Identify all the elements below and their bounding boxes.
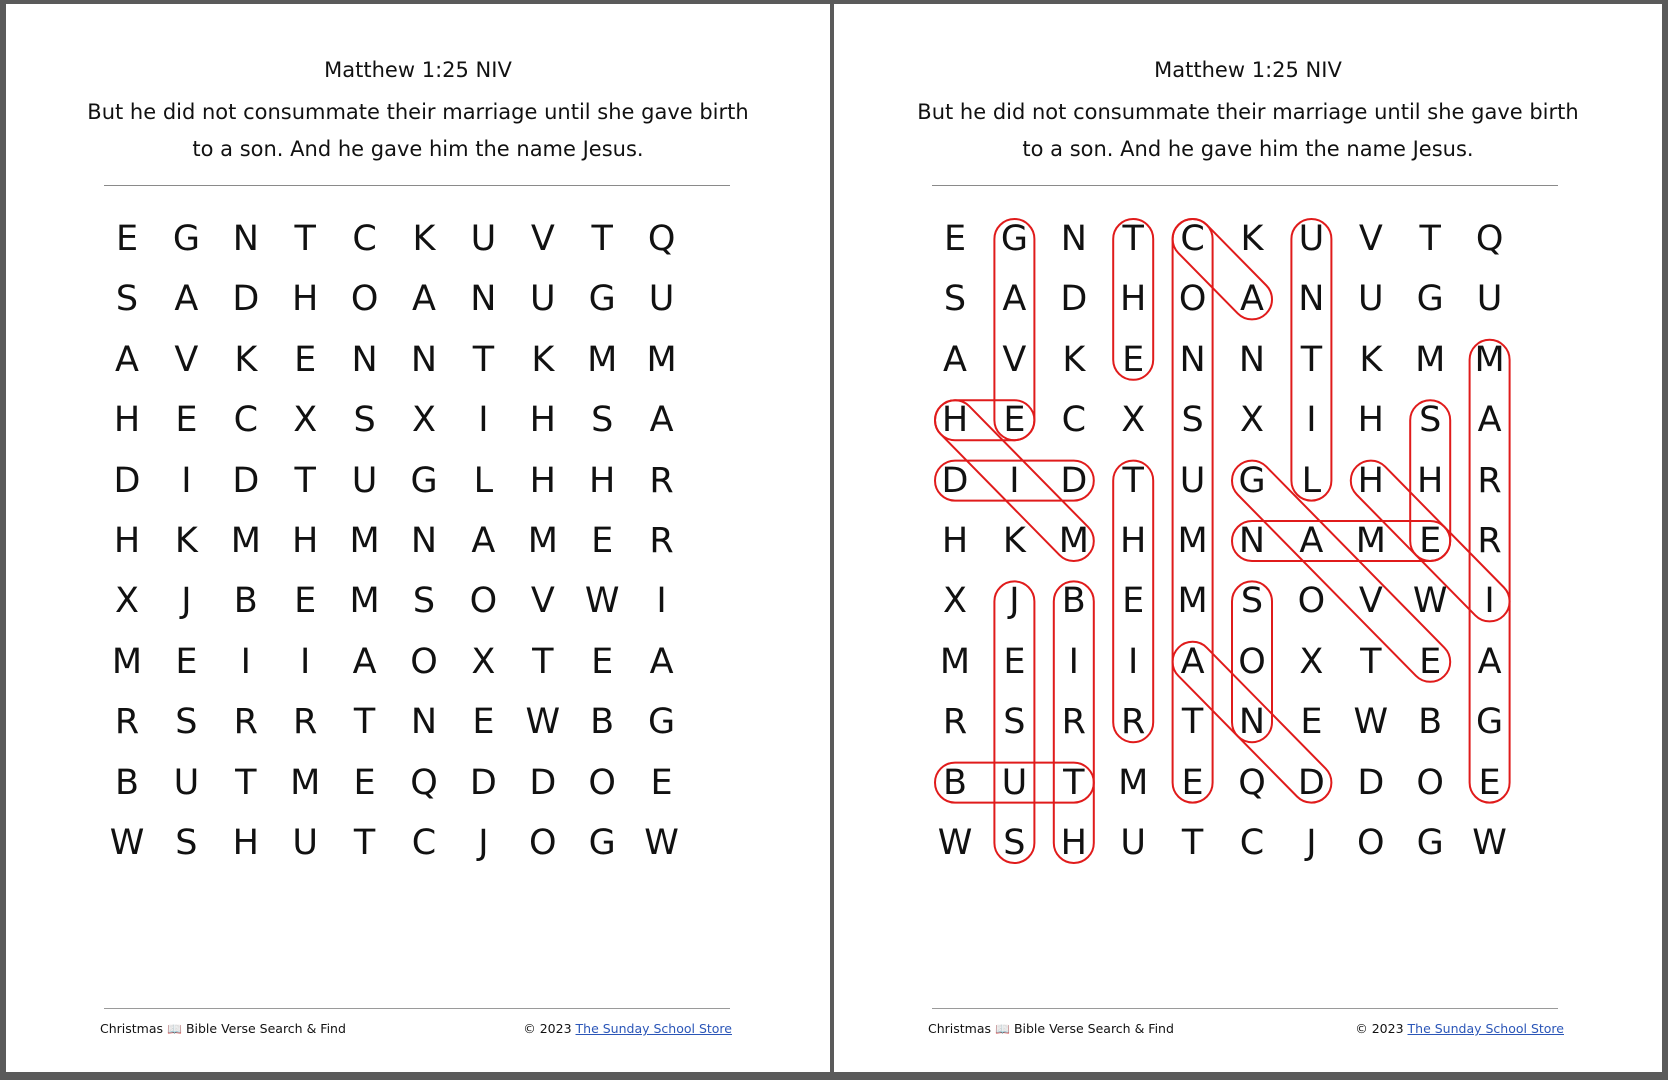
grid-letter: S	[943, 279, 967, 320]
grid-letter: T	[353, 702, 376, 743]
grid-letter: X	[1240, 400, 1264, 441]
grid-letter: E	[1003, 641, 1026, 682]
grid-letter: S	[175, 702, 198, 743]
grid-letter: O	[1416, 762, 1444, 803]
grid-letter: O	[410, 641, 438, 682]
grid-letter: G	[172, 219, 200, 259]
grid-letter: H	[1417, 460, 1444, 501]
footer-divider	[932, 1008, 1558, 1009]
grid-letter: V	[1002, 339, 1027, 380]
grid-letter: D	[1060, 279, 1088, 320]
grid-letter: A	[412, 279, 436, 320]
grid-letter: O	[529, 823, 557, 863]
book-icon: 📖	[995, 1022, 1010, 1036]
grid-letter: E	[650, 762, 673, 803]
grid-letter: E	[175, 400, 198, 441]
grid-letter: B	[1061, 581, 1086, 622]
grid-letter: V	[1358, 581, 1383, 622]
grid-letter: W	[525, 702, 561, 743]
grid-letter: U	[1298, 219, 1325, 259]
footer-copyright	[1355, 1021, 1564, 1036]
grid-letter: M	[527, 521, 558, 561]
grid-letter: M	[111, 641, 143, 682]
grid-letter: D	[232, 460, 260, 501]
grid-letter: A	[1299, 521, 1324, 561]
background-strip	[0, 1072, 1668, 1080]
grid-letter: X	[412, 400, 436, 441]
grid-letter: T	[235, 762, 257, 803]
grid-letter: O	[350, 279, 379, 320]
grid-letter: S	[591, 400, 614, 441]
grid-letter: W	[1412, 581, 1448, 622]
grid-letter: M	[349, 581, 380, 622]
grid-letter: H	[292, 279, 319, 320]
grid-letter: A	[1002, 279, 1027, 320]
grid-letter: M	[939, 641, 971, 682]
grid-letter: T	[294, 460, 316, 501]
grid-letter: B	[233, 581, 258, 622]
grid-letter: K	[1359, 339, 1383, 380]
grid-letter: A	[649, 400, 674, 441]
grid-letter: X	[115, 581, 139, 622]
grid-letter: H	[1120, 521, 1147, 561]
grid-letter: R	[942, 702, 968, 743]
grid-letter: D	[113, 460, 141, 501]
grid-letter: G	[588, 279, 616, 320]
grid-letter: A	[1180, 641, 1205, 682]
grid-letter: T	[1122, 219, 1144, 259]
grid-letter: K	[234, 339, 258, 380]
grid-letter: H	[292, 521, 319, 561]
grid-letter: I	[240, 641, 251, 682]
grid-letter: R	[114, 702, 140, 743]
grid-letter: M	[1177, 521, 1208, 561]
letter-grid-solved	[834, 4, 1662, 1072]
grid-letter: N	[232, 219, 259, 259]
grid-letter: M	[1058, 521, 1089, 561]
grid-letter: E	[175, 641, 198, 682]
grid-letter: A	[352, 641, 377, 682]
grid-letter: T	[591, 219, 613, 259]
grid-letter: T	[1300, 339, 1323, 380]
grid-letter: V	[1358, 219, 1383, 259]
grid-letter: E	[591, 641, 614, 682]
grid-letter: X	[943, 581, 967, 622]
grid-letter: I	[1068, 641, 1079, 682]
grid-letter: I	[1009, 460, 1020, 501]
grid-letter: H	[1120, 279, 1147, 320]
grid-letter: G	[648, 702, 676, 743]
grid-letter: D	[1357, 762, 1385, 803]
grid-letter: N	[410, 702, 438, 743]
grid-letter: S	[1419, 400, 1442, 441]
grid-letter: C	[1239, 823, 1265, 863]
footer-subtitle: Bible Verse Search & Find	[1013, 1021, 1174, 1036]
grid-letter: I	[478, 400, 489, 441]
grid-letter: I	[300, 641, 311, 682]
grid-letter: D	[469, 762, 497, 803]
grid-letter: O	[1238, 641, 1266, 682]
grid-letter: G	[588, 823, 616, 863]
grid-letter: A	[1477, 641, 1502, 682]
grid-letter: B	[590, 702, 615, 743]
grid-letter: W	[937, 823, 973, 863]
grid-letter: D	[1297, 762, 1325, 803]
grid-letter: E	[353, 762, 376, 803]
grid-letter: K	[174, 521, 198, 561]
grid-letter: A	[471, 521, 496, 561]
grid-letter: T	[353, 823, 376, 863]
grid-letter: L	[473, 460, 494, 501]
grid-letter: U	[1476, 279, 1503, 320]
grid-letter: W	[1472, 823, 1507, 863]
grid-letter: Q	[1238, 762, 1266, 803]
grid-letter: U	[648, 279, 675, 320]
grid-letter: T	[532, 641, 554, 682]
grid-letter: M	[230, 521, 261, 561]
grid-letter: X	[1299, 641, 1324, 682]
grid-letter: T	[1360, 641, 1382, 682]
footer-title	[100, 1021, 346, 1036]
grid-letter: T	[1122, 460, 1144, 501]
grid-letter: W	[1353, 702, 1389, 743]
grid-letter: E	[1181, 762, 1204, 803]
grid-letter: S	[1181, 400, 1204, 441]
grid-letter: H	[1357, 460, 1384, 501]
grid-letter: G	[1416, 279, 1444, 320]
grid-letter: C	[1061, 400, 1087, 441]
grid-letter: A	[115, 339, 139, 380]
grid-letter: E	[294, 581, 317, 622]
footer-series: Christmas	[928, 1021, 992, 1036]
grid-letter: R	[1061, 702, 1086, 743]
answer-page	[834, 4, 1662, 1072]
grid-letter: H	[113, 400, 141, 441]
grid-letter: T	[1181, 702, 1204, 743]
grid-letter: B	[114, 762, 139, 803]
book-icon: 📖	[167, 1022, 182, 1036]
grid-letter: U	[173, 762, 200, 803]
letter-grid	[6, 4, 830, 1072]
grid-letter: R	[233, 702, 258, 743]
grid-letter: Q	[647, 219, 676, 259]
grid-letter: M	[1415, 339, 1446, 380]
grid-letter: N	[1238, 339, 1266, 380]
copyright-year: © 2023	[523, 1021, 572, 1036]
grid-letter: J	[1306, 823, 1317, 863]
grid-letter: S	[1240, 581, 1264, 622]
footer-divider	[104, 1008, 730, 1009]
grid-letter: M	[1177, 581, 1208, 622]
copyright-year: © 2023	[1355, 1021, 1404, 1036]
grid-letter: X	[1121, 400, 1146, 441]
grid-letter: R	[1477, 521, 1502, 561]
grid-letter: T	[472, 339, 495, 380]
grid-letter: C	[411, 823, 437, 863]
grid-letter: U	[1179, 460, 1206, 501]
grid-letter: N	[1238, 702, 1266, 743]
grid-letter: O	[588, 762, 616, 803]
grid-letter: N	[1179, 339, 1206, 380]
grid-letter: K	[531, 339, 555, 380]
grid-letter: E	[943, 219, 967, 259]
grid-letter: U	[351, 460, 378, 501]
grid-letter: H	[232, 823, 259, 863]
grid-letter: I	[1306, 400, 1317, 441]
grid-letter: A	[1240, 279, 1264, 320]
grid-letter: N	[410, 339, 438, 380]
grid-letter: K	[1002, 521, 1026, 561]
grid-letter: U	[292, 823, 318, 863]
grid-letter: H	[529, 460, 556, 501]
grid-letter: J	[478, 823, 489, 863]
grid-letter: G	[1238, 460, 1266, 501]
grid-letter: M	[646, 339, 677, 380]
grid-letter: K	[1240, 219, 1264, 259]
grid-letter: A	[943, 339, 967, 380]
grid-letter: Q	[410, 762, 438, 803]
grid-letter: J	[1009, 581, 1020, 622]
grid-letter: G	[1000, 219, 1028, 259]
grid-letter: S	[412, 581, 436, 622]
grid-letter: H	[1357, 400, 1384, 441]
grid-letter: X	[471, 641, 496, 682]
grid-letter: N	[1298, 279, 1325, 320]
grid-letter: R	[293, 702, 318, 743]
grid-letter: T	[1181, 823, 1204, 863]
grid-letter: V	[530, 219, 555, 259]
grid-letter: N	[470, 279, 497, 320]
grid-letter: N	[410, 521, 438, 561]
grid-letter: K	[1062, 339, 1086, 380]
grid-letter: T	[1419, 219, 1441, 259]
grid-letter: V	[174, 339, 199, 380]
grid-letter: M	[290, 762, 321, 803]
grid-letter: A	[174, 279, 199, 320]
grid-letter: N	[1238, 521, 1266, 561]
grid-letter: M	[1118, 762, 1149, 803]
grid-letter: T	[1063, 762, 1085, 803]
grid-letter: W	[109, 823, 145, 863]
grid-letter: E	[472, 702, 495, 743]
verse-reference: Matthew 1:25 NIV	[1154, 58, 1342, 82]
grid-letter: I	[1128, 641, 1139, 682]
grid-letter: D	[529, 762, 557, 803]
grid-letter: O	[469, 581, 498, 622]
grid-letter: T	[294, 219, 316, 259]
grid-letter: E	[1122, 339, 1145, 380]
store-link[interactable]: The Sunday School Store	[1407, 1021, 1564, 1036]
grid-letter: M	[1474, 339, 1505, 380]
grid-letter: E	[1003, 400, 1026, 441]
grid-letter: W	[584, 581, 620, 622]
grid-letter: B	[942, 762, 967, 803]
grid-letter: S	[1003, 702, 1026, 743]
grid-letter: E	[1419, 641, 1442, 682]
grid-letter: H	[941, 400, 969, 441]
grid-letter: H	[529, 400, 556, 441]
footer-title	[928, 1021, 1174, 1036]
grid-letter: O	[1357, 823, 1385, 863]
grid-letter: I	[181, 460, 192, 501]
grid-letter: I	[1484, 581, 1495, 622]
verse-text: But he did not consummate their marriage until she gave birth to a son. And he gave him the name Jesus.	[87, 100, 749, 161]
grid-letter: V	[530, 581, 555, 622]
grid-letter: D	[1060, 460, 1088, 501]
grid-letter: U	[529, 279, 556, 320]
grid-letter: S	[115, 279, 139, 320]
grid-letter: N	[1060, 219, 1087, 259]
grid-letter: A	[1477, 400, 1502, 441]
grid-letter: M	[587, 339, 618, 380]
grid-letter: R	[1477, 460, 1502, 501]
grid-letter: H	[589, 460, 616, 501]
grid-letter: E	[1478, 762, 1501, 803]
grid-letter: E	[1122, 581, 1145, 622]
grid-letter: U	[1001, 762, 1028, 803]
footer-copyright	[523, 1021, 732, 1036]
grid-letter: R	[1121, 702, 1146, 743]
grid-letter: H	[941, 521, 969, 561]
grid-letter: L	[1301, 460, 1322, 501]
grid-letter: S	[353, 400, 376, 441]
grid-letter: E	[115, 219, 139, 259]
grid-letter: Q	[1475, 219, 1504, 259]
footer-subtitle: Bible Verse Search & Find	[185, 1021, 346, 1036]
grid-letter: M	[1355, 521, 1386, 561]
grid-letter: E	[1419, 521, 1442, 561]
grid-letter: C	[233, 400, 259, 441]
verse-text: But he did not consummate their marriage until she gave birth to a son. And he gave him the name Jesus.	[917, 100, 1579, 161]
grid-letter: O	[1178, 279, 1207, 320]
grid-letter: D	[941, 460, 969, 501]
grid-letter: G	[1416, 823, 1444, 863]
grid-letter: H	[113, 521, 141, 561]
grid-letter: C	[1180, 219, 1205, 259]
grid-letter: E	[294, 339, 317, 380]
grid-letter: N	[351, 339, 378, 380]
grid-letter: W	[644, 823, 679, 863]
verse-reference: Matthew 1:25 NIV	[324, 58, 512, 82]
grid-letter: M	[349, 521, 380, 561]
grid-letter: B	[1418, 702, 1443, 743]
grid-letter: U	[1120, 823, 1146, 863]
puzzle-page	[6, 4, 830, 1072]
footer-series: Christmas	[100, 1021, 164, 1036]
grid-letter: H	[1060, 823, 1087, 863]
grid-letter: C	[352, 219, 377, 259]
grid-letter: S	[1003, 823, 1026, 863]
store-link[interactable]: The Sunday School Store	[575, 1021, 732, 1036]
grid-letter: O	[1297, 581, 1326, 622]
grid-letter: G	[410, 460, 438, 501]
grid-letter: R	[649, 521, 674, 561]
grid-letter: U	[1357, 279, 1384, 320]
grid-letter: X	[293, 400, 318, 441]
grid-letter: E	[1300, 702, 1323, 743]
grid-letter: U	[470, 219, 497, 259]
grid-letter: G	[1476, 702, 1504, 743]
grid-letter: J	[181, 581, 192, 622]
grid-letter: K	[412, 219, 436, 259]
grid-letter: I	[656, 581, 667, 622]
grid-letter: A	[649, 641, 674, 682]
grid-letter: S	[175, 823, 198, 863]
grid-letter: D	[232, 279, 260, 320]
grid-letter: R	[649, 460, 674, 501]
grid-letter: E	[591, 521, 614, 561]
